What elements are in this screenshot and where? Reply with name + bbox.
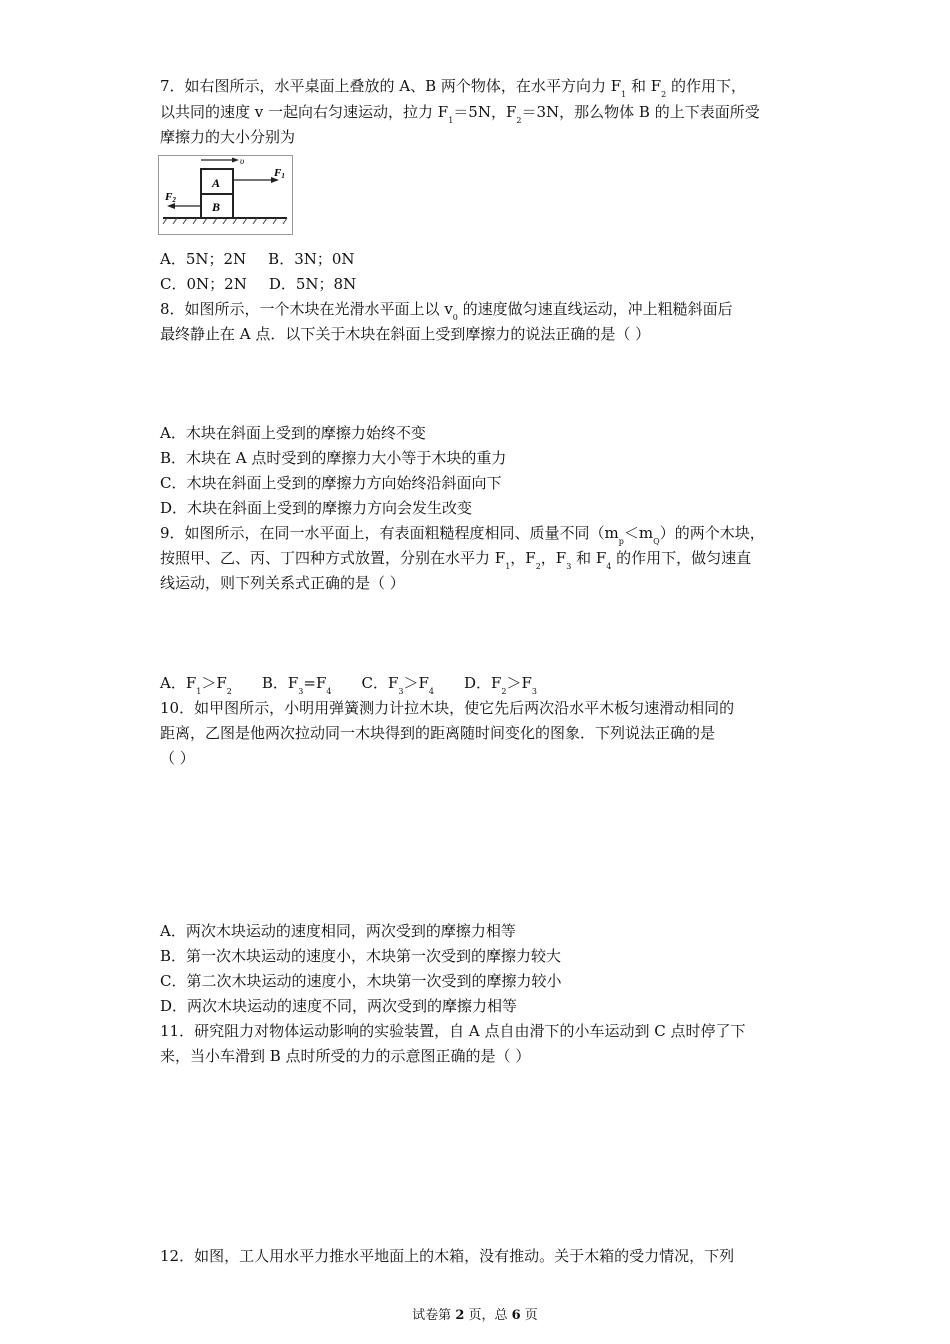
q11-line2: 来，当小车滑到 B 点时所受的力的示意图正确的是（ ） bbox=[160, 1047, 531, 1065]
q7-figure bbox=[158, 155, 293, 235]
q8-line2: 最终静止在 A 点．以下关于木块在斜面上受到摩擦力的说法正确的是（ ） bbox=[160, 325, 651, 343]
q7-line1: 7．如右图所示，水平桌面上叠放的 A、B 两个物体，在水平方向力 $F_1$ 和 $F_2$ 的作用下， bbox=[160, 77, 747, 99]
q9-option-b: B．$F_3=F_4$ bbox=[261, 674, 332, 696]
f2-label: F2 bbox=[165, 191, 176, 204]
q8-option-b: B．木块在 A 点时受到的摩擦力大小等于木块的重力 bbox=[160, 449, 507, 467]
q9-option-d: D．$F_2>F_3$ bbox=[463, 674, 538, 696]
page-footer: 试卷第 2 页，总 6 页 bbox=[412, 1308, 538, 1323]
block-a-label: A bbox=[212, 176, 221, 190]
q8-option-a: A．木块在斜面上受到的摩擦力始终不变 bbox=[160, 424, 426, 442]
footer-total-pages: 6 bbox=[511, 1308, 521, 1323]
q8-line1: 8．如图所示，一个木块在光滑水平面上以 $v_0$ 的速度做匀速直线运动，冲上粗糙斜面后 bbox=[160, 300, 733, 322]
q8-option-c: C．木块在斜面上受到的摩擦力方向始终沿斜面向下 bbox=[160, 474, 502, 492]
q10-option-b: B．第一次木块运动的速度小，木块第一次受到的摩擦力较大 bbox=[160, 947, 562, 965]
footer-page-number: 2 bbox=[455, 1308, 465, 1323]
q7-options-row1 bbox=[160, 248, 355, 270]
q9-option-a: A．$F_1>F_2$ bbox=[160, 674, 232, 696]
q7-line2: 以共同的速度 v 一起向右匀速运动，拉力 $F_1=5N$，$F_2=3N$，那么物体 B 的上下表面所受 bbox=[160, 103, 760, 125]
q9-line3: 线运动，则下列关系式正确的是（ ） bbox=[160, 574, 405, 592]
q10-line2: 距离，乙图是他两次拉动同一木块得到的距离随时间变化的图象．下列说法正确的是 bbox=[160, 724, 716, 742]
q7-option-d: D．5N；8N bbox=[268, 275, 357, 293]
q10-line3: （ ） bbox=[160, 749, 195, 767]
q9-option-c: C．$F_3>F_4$ bbox=[361, 674, 434, 696]
q7-options-row2 bbox=[160, 273, 356, 295]
q9-line1: 9．如图所示，在同一水平面上，有表面粗糙程度相同、质量不同$(m_p<m_Q)$的两个木块， bbox=[160, 524, 765, 546]
q7-line3: 摩擦力的大小分别为 bbox=[160, 128, 296, 146]
q10-option-a: A．两次木块运动的速度相同，两次受到的摩擦力相等 bbox=[160, 922, 516, 940]
q10-option-d: D．两次木块运动的速度不同，两次受到的摩擦力相等 bbox=[160, 997, 518, 1015]
block-b-label: B bbox=[212, 200, 221, 214]
q7-option-b: B．3N；0N bbox=[268, 250, 355, 268]
q10-option-c: C．第二次木块运动的速度小，木块第一次受到的摩擦力较小 bbox=[160, 972, 562, 990]
q9-options bbox=[160, 672, 537, 694]
q7-option-a: A．5N；2N bbox=[160, 250, 247, 268]
q8-option-d: D．木块在斜面上受到的摩擦力方向会发生改变 bbox=[160, 499, 473, 517]
v-label: υ bbox=[240, 156, 245, 166]
q9-line2: 按照甲、乙、丙、丁四种方式放置，分别在水平力 $F_1$，$F_2$，$F_3$ 和 $F_4$ 的作用下，做匀速直 bbox=[160, 549, 752, 571]
q12-line1: 12．如图，工人用水平力推水平地面上的木箱，没有推动。关于木箱的受力情况，下列 bbox=[160, 1247, 735, 1265]
q10-line1: 10．如甲图所示，小明用弹簧测力计拉木块，使它先后两次沿水平木板匀速滑动相同的 bbox=[160, 699, 735, 717]
q11-line1: 11．研究阻力对物体运动影响的实验装置，自 A 点自由滑下的小车运动到 C 点时停了下 bbox=[160, 1022, 746, 1040]
q7-option-c: C．0N；2N bbox=[160, 275, 247, 293]
f1-label: F1 bbox=[274, 167, 285, 180]
